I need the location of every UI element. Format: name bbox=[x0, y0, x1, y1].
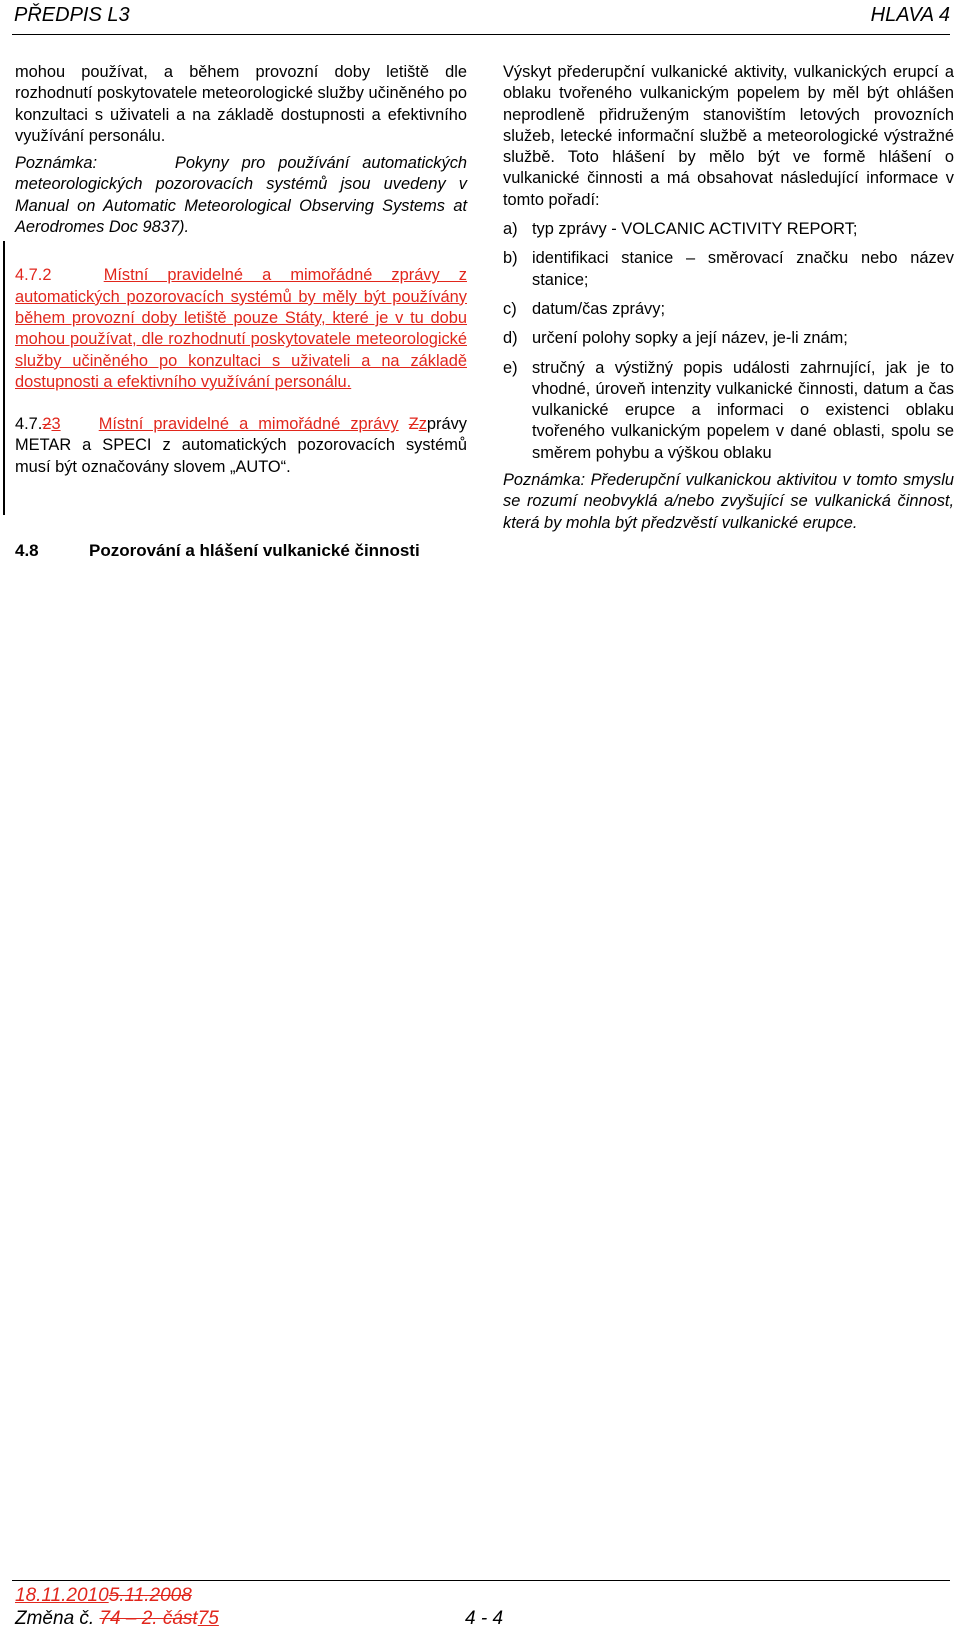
list-item-label: e) bbox=[503, 358, 518, 377]
left-intro-paragraph: mohou používat, a během provozní doby letiště dle rozhodnutí poskytovatele meteorologické služby učiněného po konzultaci s uživateli a na základě dostupnosti a efektivního využívání personálu. bbox=[15, 63, 467, 145]
list-item-text: identifikaci stanice – směrovací značku nebo název stanice; bbox=[532, 249, 954, 289]
list-item-label: b) bbox=[503, 249, 518, 268]
header-left: PŘEDPIS L3 bbox=[14, 4, 130, 26]
list-item-label: a) bbox=[503, 220, 518, 239]
section-title: Pozorování a hlášení vulkanické činnosti bbox=[89, 541, 420, 560]
footer-date-new: 18.11.2010 bbox=[15, 1585, 109, 1606]
note-label: Poznámka: bbox=[15, 154, 97, 173]
right-column bbox=[503, 62, 954, 534]
list-item-text: stručný a výstižný popis události zahrnující, jak je to vhodné, úroveň intenzity vulkanické činnosti, datum a čas vulkanické erupce a informaci o existenci oblaku tvořeného vulkanickým popelem v dané oblasti, spolu se směrem pohybu a výškou oblaku bbox=[532, 358, 954, 462]
list-item bbox=[503, 358, 954, 464]
footer-divider bbox=[12, 1580, 950, 1581]
p473-deleted-number: 2 bbox=[42, 415, 52, 434]
report-items-list bbox=[503, 219, 954, 464]
note-pre-eruptive: Poznámka: Přederupční vulkanickou aktivitou v tomto smyslu se rozumí neobvyklá a/nebo zvyšující se vulkanická činnost, která by mohla být předzvěstí vulkanické erupce. bbox=[503, 471, 954, 532]
paragraph-4-7-2 bbox=[15, 265, 467, 393]
right-intro-paragraph: Výskyt přederupční vulkanické aktivity, vulkanických erupcí a oblaku tvořeného vulkanickým popelem by měl být ohlášen neprodleně přidruženým stanovištím letových provozních služeb, letecké informační službě a meteorologické výstražné službě. Toto hlášení by mělo být ve formě hlášení o vulkanické činnosti a má obsahovat následující informace v tomto pořadí: bbox=[503, 63, 954, 209]
p472-number: 4.7.2 bbox=[15, 266, 52, 285]
revision-bar bbox=[3, 241, 5, 515]
note-doc9837 bbox=[15, 153, 467, 238]
p473-deleted-z: Z bbox=[408, 415, 419, 434]
list-item-text: datum/čas zprávy; bbox=[532, 299, 665, 318]
footer-change bbox=[15, 1608, 219, 1630]
list-item-label: d) bbox=[503, 329, 518, 348]
list-item-text: typ zprávy - VOLCANIC ACTIVITY REPORT; bbox=[532, 220, 858, 239]
p472-text: Místní pravidelné a mimořádné zprávy z automatických pozorovacích systémů by měly být používány během provozní doby letiště pouze Státy, které je v tu dobu mohou používat, dle rozhodnutí poskytovatele meteorologické služby učiněného po konzultaci s uživateli a na základě dostupnosti a efektivního využívání personálu. bbox=[15, 266, 467, 391]
list-item bbox=[503, 219, 954, 240]
footer-date-old: 5.11.2008 bbox=[108, 1585, 192, 1606]
p473-inserted-z: z bbox=[418, 415, 427, 434]
header-right: HLAVA 4 bbox=[870, 4, 950, 26]
left-column bbox=[15, 62, 467, 478]
footer-change-old: 74 – 2. část bbox=[99, 1608, 198, 1629]
page-number: 4 - 4 bbox=[465, 1608, 504, 1629]
list-item bbox=[503, 328, 954, 349]
footer-change-label: Změna č. bbox=[15, 1608, 95, 1629]
p473-inserted-text: Místní pravidelné a mimořádné zprávy bbox=[98, 415, 399, 434]
note-text: Pokyny pro používání automatických meteorologických pozorovacích systémů jsou uvedeny v Manual on Automatic Meteorological Observing Systems at Aerodromes Doc 9837). bbox=[15, 154, 467, 237]
list-item-text: určení polohy sopky a její název, je-li znám; bbox=[532, 329, 848, 348]
section-heading-4-8 bbox=[15, 541, 420, 561]
p473-inserted-number: 3 bbox=[51, 415, 61, 434]
list-item bbox=[503, 248, 954, 291]
footer-date bbox=[15, 1585, 192, 1607]
p473-prefix: 4.7. bbox=[15, 415, 43, 434]
paragraph-4-7-3 bbox=[15, 414, 467, 478]
p473-rest: právy METAR a SPECI z automatických pozorovacích systémů musí být označovány slovem „AUTO“. bbox=[15, 415, 467, 476]
section-number: 4.8 bbox=[15, 541, 39, 560]
header-divider bbox=[12, 34, 950, 35]
list-item-label: c) bbox=[503, 299, 517, 318]
list-item bbox=[503, 299, 954, 320]
footer-change-new: 75 bbox=[197, 1608, 219, 1629]
